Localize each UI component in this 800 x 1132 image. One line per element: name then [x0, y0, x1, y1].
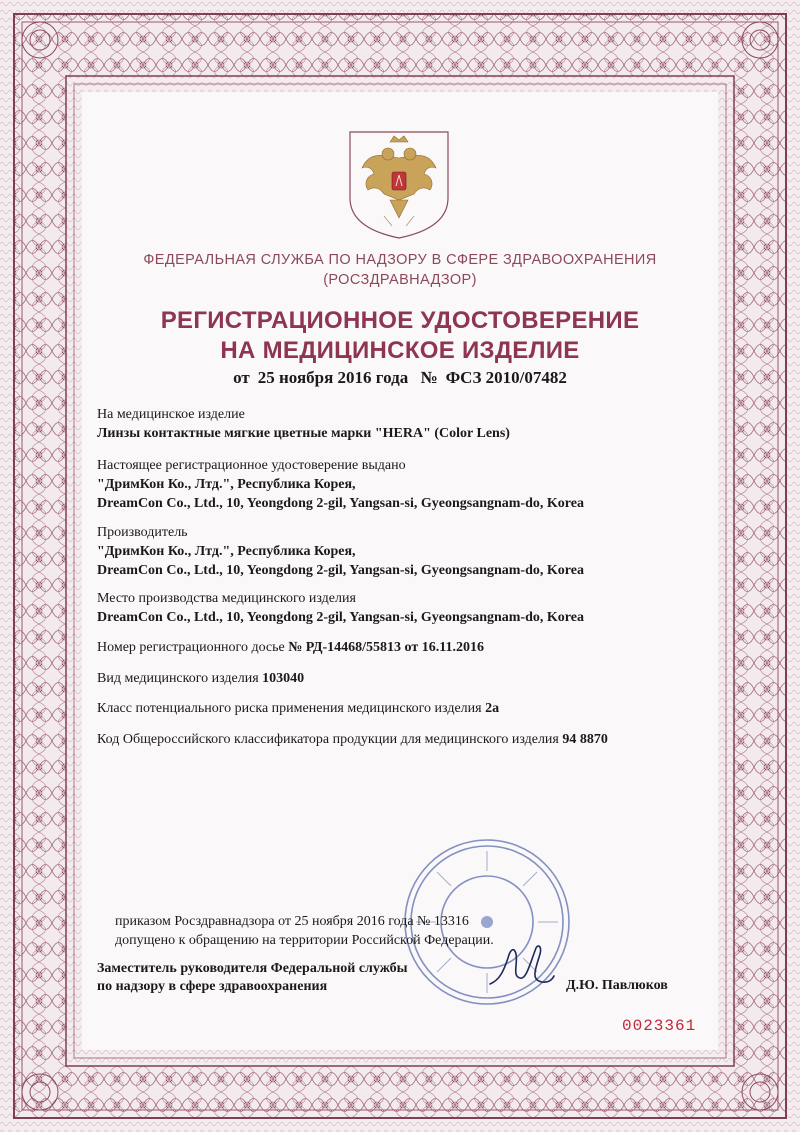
- device-field: [97, 405, 717, 443]
- serial-number: 0023361: [622, 1017, 697, 1035]
- issue-date: 25 ноября 2016 года: [257, 368, 409, 387]
- document-title: [100, 306, 700, 366]
- okp-code-field: [97, 730, 717, 749]
- risk-class-field: [97, 699, 717, 718]
- agency-name-line2: (РОСЗДРАВНАДЗОР): [323, 272, 477, 288]
- manufacturer-value-line2: DreamCon Co., Ltd., 10, Yeongdong 2-gil, Yangsan-si, Gyeongsangnam-do, Korea: [97, 563, 584, 578]
- issued-label: Настоящее регистрационное удостоверение выдано: [97, 458, 406, 473]
- okp-label: Код Общероссийского классификатора продукции для медицинского изделия: [97, 732, 559, 747]
- date-prefix: от: [233, 368, 250, 387]
- issued-to-field: [97, 456, 717, 513]
- production-site-field: [97, 589, 717, 627]
- risk-label: Класс потенциального риска применения медицинского изделия: [97, 701, 482, 716]
- certificate-dateline: [120, 368, 680, 388]
- signer-position: [97, 960, 408, 996]
- device-label: На медицинское изделие: [97, 407, 245, 422]
- signer-name: Д.Ю. Павлюков: [566, 978, 668, 993]
- number-sign: №: [420, 368, 438, 387]
- signer-position-line1: Заместитель руководителя Федеральной службы: [97, 961, 408, 976]
- double-headed-eagle-icon: [344, 128, 454, 240]
- title-line1: РЕГИСТРАЦИОННОЕ УДОСТОВЕРЕНИЕ: [160, 307, 640, 334]
- device-value: Линзы контактные мягкие цветные марки "HERA" (Color Lens): [97, 426, 510, 441]
- agency-name-line1: ФЕДЕРАЛЬНАЯ СЛУЖБА ПО НАДЗОРУ В СФЕРЕ ЗДРАВООХРАНЕНИЯ: [143, 252, 657, 268]
- production-value: DreamCon Co., Ltd., 10, Yeongdong 2-gil, Yangsan-si, Gyeongsangnam-do, Korea: [97, 610, 584, 625]
- device-kind-field: [97, 669, 717, 688]
- okp-value: 94 8870: [562, 732, 608, 747]
- order-line2: допущено к обращению на территории Российской Федерации.: [115, 933, 494, 948]
- kind-label: Вид медицинского изделия: [97, 671, 259, 686]
- title-line2: НА МЕДИЦИНСКОЕ ИЗДЕЛИЕ: [220, 337, 580, 364]
- agency-name: [120, 250, 680, 290]
- approval-order: [115, 912, 675, 950]
- manufacturer-label: Производитель: [97, 525, 188, 540]
- issued-value-line2: DreamCon Co., Ltd., 10, Yeongdong 2-gil, Yangsan-si, Gyeongsangnam-do, Korea: [97, 496, 584, 511]
- dossier-value: № РД-14468/55813 от 16.11.2016: [288, 640, 484, 655]
- manufacturer-field: [97, 523, 717, 580]
- signer-position-line2: по надзору в сфере здравоохранения: [97, 979, 328, 994]
- certificate-number: ФСЗ 2010/07482: [445, 368, 567, 387]
- order-line1: приказом Росздравнадзора от 25 ноября 2016 года № 13316: [115, 914, 469, 929]
- issued-value-line1: "ДримКон Ко., Лтд.", Республика Корея,: [97, 477, 356, 492]
- manufacturer-value-line1: "ДримКон Ко., Лтд.", Республика Корея,: [97, 544, 356, 559]
- production-label: Место производства медицинского изделия: [97, 591, 356, 606]
- dossier-field: [97, 638, 717, 657]
- risk-value: 2а: [485, 701, 500, 716]
- dossier-label: Номер регистрационного досье: [97, 640, 285, 655]
- kind-value: 103040: [262, 671, 305, 686]
